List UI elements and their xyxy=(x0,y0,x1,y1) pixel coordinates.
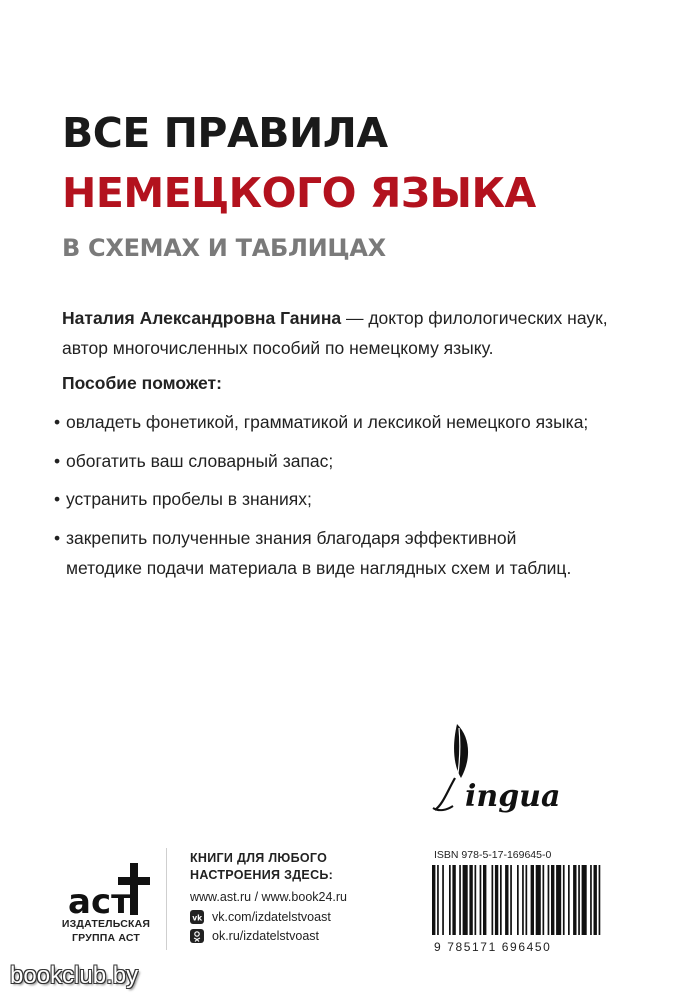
barcode-digits: 9 785171 696450 xyxy=(434,940,552,954)
bullet: • xyxy=(54,451,61,471)
promo-line-1: КНИГИ ДЛЯ ЛЮБОГО xyxy=(190,851,328,865)
benefit-item: устранить пробелы в знаниях; xyxy=(66,489,312,509)
bullet: • xyxy=(54,489,61,509)
benefit-item: обогатить ваш словарный запас; xyxy=(66,451,334,471)
odnoklassniki-icon xyxy=(190,929,208,943)
quill-feather-icon xyxy=(433,724,468,810)
publisher-caption-1: ИЗДАТЕЛЬСКАЯ xyxy=(61,918,151,930)
lingua-logo xyxy=(425,720,575,820)
promo-line-2: НАСТРОЕНИЯ ЗДЕСЬ: xyxy=(190,868,334,882)
ast-publisher-logo xyxy=(60,855,160,925)
title-line-2: НЕМЕЦКОГО ЯЗЫКА xyxy=(62,169,536,217)
vk-link[interactable]: vk.com/izdatelstvoast xyxy=(212,910,331,924)
subtitle: В СХЕМАХ И ТАБЛИЦАХ xyxy=(62,234,386,262)
barcode xyxy=(430,865,666,935)
ok-link[interactable]: ok.ru/izdatelstvoast xyxy=(212,929,319,943)
author-line-1 xyxy=(62,310,608,328)
benefit-item: овладеть фонетикой, грамматикой и лексикой немецкого языка; xyxy=(66,412,589,432)
watermark: bookclub.by xyxy=(10,962,139,989)
lingua-logo-text: ingua xyxy=(465,779,561,814)
websites-link[interactable]: www.ast.ru / www.book24.ru xyxy=(190,890,348,904)
isbn-label: ISBN 978-5-17-169645-0 xyxy=(434,849,552,861)
title-line-1: ВСЕ ПРАВИЛА xyxy=(62,109,388,157)
author-line-2: автор многочисленных пособий по немецкому языку. xyxy=(62,338,494,358)
ast-logo-text: аст xyxy=(68,882,131,922)
benefit-item: закрепить полученные знания благодаря эффективной xyxy=(66,528,517,548)
benefit-item-continued: методике подачи материала в виде наглядных схем и таблиц. xyxy=(66,558,572,578)
publisher-caption-2: ГРУППА АСТ xyxy=(72,932,140,944)
vk-icon xyxy=(190,910,208,924)
bullet: • xyxy=(54,412,61,432)
svg-text:vk: vk xyxy=(192,913,203,923)
author-name: Наталия Александровна Ганина xyxy=(62,308,342,328)
bullet: • xyxy=(54,528,61,548)
footer-divider xyxy=(166,848,167,950)
benefits-heading: Пособие поможет: xyxy=(62,373,222,393)
author-credentials: — доктор филологических наук, xyxy=(341,308,608,328)
